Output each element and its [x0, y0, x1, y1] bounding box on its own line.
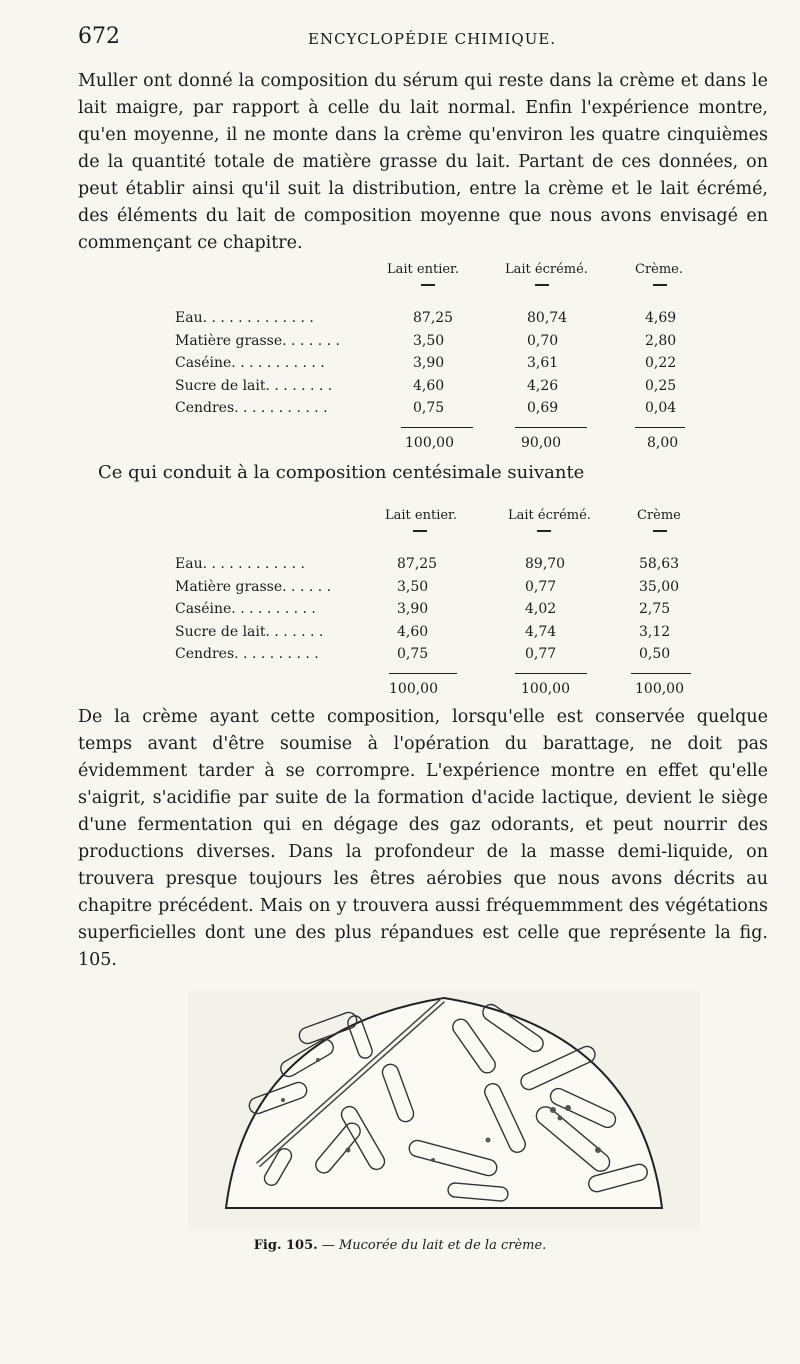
- figure-caption-text: — Mucorée du lait et de la crème.: [321, 1238, 547, 1253]
- cell: 0,69: [527, 400, 559, 416]
- total-rule: [175, 423, 695, 435]
- figure-caption-label: Fig. 105.: [253, 1238, 318, 1253]
- cell: 2,75: [639, 601, 671, 617]
- row-label: Caséine. . . . . . . . . .: [175, 601, 316, 617]
- cell: 2,80: [645, 332, 677, 349]
- col-header-lait-ecreme: Lait écrémé.: [505, 262, 588, 277]
- cell: 0,25: [645, 377, 677, 394]
- cell: 87,25: [397, 556, 438, 572]
- col-header-lait-ecreme: Lait écrémé.: [508, 508, 591, 523]
- row-label: Caséine. . . . . . . . . . .: [175, 355, 325, 371]
- cell: 0,04: [645, 400, 677, 416]
- cell: 0,22: [645, 355, 677, 371]
- cell: 3,61: [527, 355, 559, 371]
- table-2: [175, 508, 695, 705]
- cell: 0,75: [397, 646, 429, 662]
- figure-caption: [0, 1238, 800, 1253]
- cell: 0,70: [527, 332, 559, 349]
- cell: 0,77: [525, 578, 557, 595]
- table-row: [175, 601, 695, 624]
- col-header-creme: Crème: [637, 508, 681, 523]
- cell: 87,25: [413, 310, 454, 326]
- figure-105: [188, 990, 700, 1230]
- row-label: Eau. . . . . . . . . . . .: [175, 556, 305, 572]
- table-2-intro: Ce qui conduit à la composition centésimale suivante: [98, 462, 585, 483]
- mucor-illustration: [188, 990, 700, 1230]
- page-header: [78, 24, 768, 52]
- table-header: [175, 508, 695, 556]
- row-label: Sucre de lait. . . . . . . .: [175, 377, 333, 394]
- cell: 4,74: [525, 623, 557, 640]
- table-row: [175, 556, 695, 579]
- cell: 4,60: [397, 623, 429, 640]
- table-row: [175, 355, 695, 378]
- row-label: Matière grasse. . . . . .: [175, 578, 332, 595]
- cell: 3,12: [639, 623, 671, 640]
- table-header: [175, 262, 695, 310]
- table-row: [175, 378, 695, 401]
- cell: 80,74: [527, 310, 568, 326]
- row-label: Eau. . . . . . . . . . . . .: [175, 310, 314, 326]
- total-cell: 100,00: [521, 680, 570, 697]
- col-header-lait-entier: Lait entier.: [385, 508, 457, 523]
- cell: 4,26: [527, 377, 559, 394]
- cell: 4,60: [413, 377, 445, 394]
- table-row: [175, 624, 695, 647]
- row-label: Sucre de lait. . . . . . .: [175, 623, 324, 640]
- table-1: [175, 262, 695, 459]
- cell: 3,50: [397, 578, 429, 595]
- row-label: Cendres. . . . . . . . . . .: [175, 400, 328, 416]
- cell: 89,70: [525, 556, 566, 572]
- total-cell: 100,00: [635, 680, 684, 697]
- table-row: [175, 310, 695, 333]
- col-header-creme: Crème.: [635, 262, 684, 277]
- row-label: Cendres. . . . . . . . . .: [175, 646, 319, 662]
- cell: 4,02: [525, 601, 557, 617]
- cell: 3,50: [413, 332, 445, 349]
- total-cell: 90,00: [521, 434, 562, 451]
- paragraph-2: De la crème ayant cette composition, lorsqu'elle est conservée quelque temps avant d'être soumise à l'opération du barattage, ne doit pas évidemment tarder à se corrompre. L'expérience montre en effet qu'elle s'aigrit, s'acidifie par suite de la formation d'acide lactique, devient le siège d'une fermentation qui en dégage des gaz odorants, et peut nourrir des productions diverses. Dans la profondeur de la masse demi-liquide, on trouvera presque toujours les êtres aérobies que nous avons décrits au chapitre précédent. Mais on y trouvera aussi fréquemmment des végétations superficielles dont une des plus répandues est celle que représente la fig. 105.: [78, 707, 768, 970]
- cell: 3,90: [397, 601, 429, 617]
- cell: 0,50: [639, 646, 671, 662]
- cell: 3,90: [413, 355, 445, 371]
- table-row: [175, 400, 695, 423]
- cell: 58,63: [639, 556, 680, 572]
- table-row: [175, 333, 695, 356]
- cell: 0,77: [525, 646, 557, 662]
- total-cell: 8,00: [647, 434, 679, 451]
- running-title: ENCYCLOPÉDIE CHIMIQUE.: [308, 30, 557, 48]
- total-cell: 100,00: [389, 680, 438, 697]
- total-rule: [175, 669, 695, 681]
- paragraph-1: Muller ont donné la composition du sérum qui reste dans la crème et dans le lait maigre, par rapport à celle du lait normal. Enfin l'expérience montre, qu'en moyenne, il ne monte dans la crème qu'environ les quatre cinquièmes de la quantité totale de matière grasse du lait. Partant de ces données, on peut établir ainsi qu'il suit la distribution, entre la crème et le lait écrémé, des éléments du lait de composition moyenne que nous avons envisagé en commençant ce chapitre.: [78, 71, 768, 253]
- total-cell: 100,00: [405, 434, 454, 451]
- page-number: 672: [78, 24, 120, 49]
- table-total-row: [175, 681, 695, 705]
- table-row: [175, 579, 695, 602]
- cell: 35,00: [639, 578, 680, 595]
- cell: 0,75: [413, 400, 445, 416]
- table-total-row: [175, 435, 695, 459]
- table-row: [175, 646, 695, 669]
- cell: 4,69: [645, 310, 677, 326]
- row-label: Matière grasse. . . . . . .: [175, 332, 341, 349]
- col-header-lait-entier: Lait entier.: [387, 262, 459, 277]
